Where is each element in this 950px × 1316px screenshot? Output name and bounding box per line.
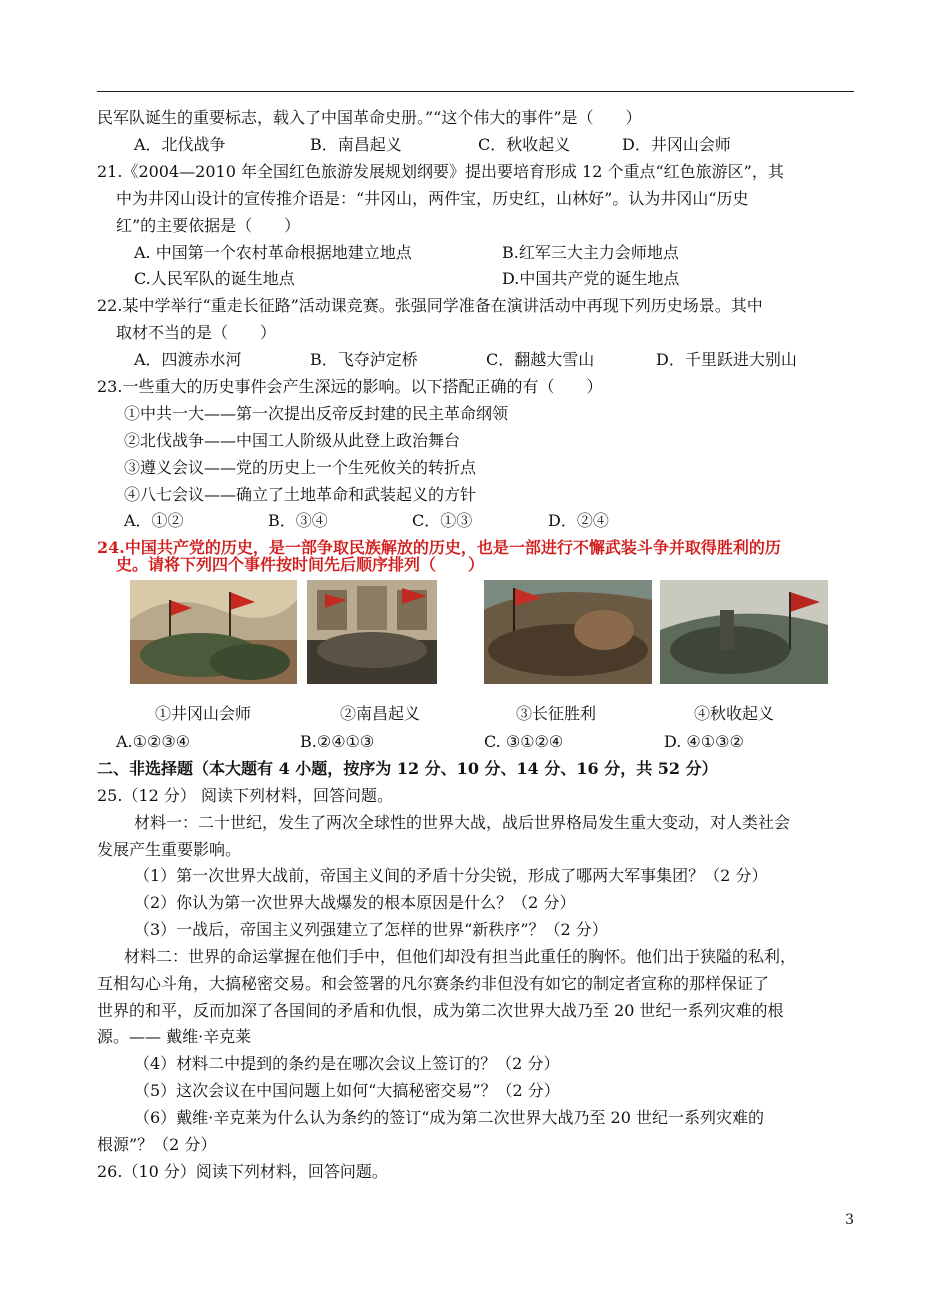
caption-3: ③长征胜利 bbox=[516, 704, 597, 723]
q22-option-a: A．四渡赤水河 bbox=[134, 350, 242, 369]
q21-stem-line1: 21.《2004—2010 年全国红色旅游发展规划纲要》提出要培育形成 12 个重点“红色旅游区”，其 bbox=[97, 162, 784, 181]
material-2-line1: 材料二：世界的命运掌握在他们手中，但他们却没有担当此重任的胸怀。他们出于狭隘的私利， bbox=[124, 947, 797, 966]
q23-stem: 23.一些重大的历史事件会产生深远的影响。以下搭配正确的有（ ） bbox=[97, 377, 603, 396]
q23-item-1: ①中共一大——第一次提出反帝反封建的民主革命纲领 bbox=[124, 404, 509, 423]
q20-option-a: A．北伐战争 bbox=[134, 135, 226, 154]
q20-option-d: D．井冈山会师 bbox=[622, 135, 731, 154]
painting-nanchang-uprising bbox=[307, 580, 437, 684]
q23-item-4: ④八七会议——确立了土地革命和武装起义的方针 bbox=[124, 485, 477, 504]
q23-option-a: A．①② bbox=[124, 511, 184, 530]
q25-sub-1: （1）第一次世界大战前，帝国主义间的矛盾十分尖锐，形成了哪两大军事集团？（2 分） bbox=[134, 866, 768, 885]
painting-autumn-harvest-uprising bbox=[660, 580, 828, 684]
q22-option-b: B．飞夺泸定桥 bbox=[310, 350, 418, 369]
q25-sub-6-line2: 根源”？（2 分） bbox=[97, 1135, 217, 1154]
caption-1: ①井冈山会师 bbox=[155, 704, 252, 723]
q24-option-a: A.①②③④ bbox=[116, 732, 191, 751]
q21-option-d: D.中国共产党的诞生地点 bbox=[502, 269, 680, 288]
q23-option-c: C．①③ bbox=[412, 511, 473, 530]
q24-option-b: B.②④①③ bbox=[300, 732, 375, 751]
q22-stem-line2: 取材不当的是（ ） bbox=[116, 323, 277, 342]
q23-item-3: ③遵义会议——党的历史上一个生死攸关的转折点 bbox=[124, 458, 477, 477]
q26-heading: 26.（10 分）阅读下列材料，回答问题。 bbox=[97, 1162, 388, 1181]
q23-item-2: ②北伐战争——中国工人阶级从此登上政治舞台 bbox=[124, 431, 461, 450]
q25-sub-6-line1: （6）戴维·辛克莱为什么认为条约的签订“成为第二次世界大战乃至 20 世纪一系列灾难的 bbox=[134, 1108, 764, 1127]
caption-4: ④秋收起义 bbox=[694, 704, 775, 723]
page-number: 3 bbox=[845, 1212, 854, 1228]
q21-stem-line2: 中为井冈山设计的宣传推介语是：“井冈山，两件宝，历史红，山林好”。认为井冈山“历史 bbox=[116, 189, 749, 208]
q20-stem-tail: 民军队诞生的重要标志，载入了中国革命史册。”“这个伟大的事件”是（ ） bbox=[97, 108, 642, 127]
material-2-line3: 世界的和平，反而加深了各国间的矛盾和仇恨，成为第二次世界大战乃至 20 世纪一系列灾难的根 bbox=[97, 1001, 784, 1020]
q22-option-c: C．翻越大雪山 bbox=[486, 350, 595, 369]
q25-sub-2: （2）你认为第一次世界大战爆发的根本原因是什么？（2 分） bbox=[134, 893, 576, 912]
q25-sub-3: （3）一战后，帝国主义列强建立了怎样的世界“新秩序”？（2 分） bbox=[134, 920, 608, 939]
q21-option-b: B.红军三大主力会师地点 bbox=[502, 243, 679, 262]
material-2-line2: 互相勾心斗角，大搞秘密交易。和会签署的凡尔赛条约非但没有如它的制定者宣称的那样保证了 bbox=[97, 974, 770, 993]
material-1-line1: 材料一：二十世纪，发生了两次全球性的世界大战，战后世界格局发生重大变动，对人类社会 bbox=[134, 813, 791, 832]
q22-option-d: D．千里跃进大别山 bbox=[656, 350, 797, 369]
q23-option-d: D．②④ bbox=[548, 511, 609, 530]
painting-long-march-victory bbox=[484, 580, 652, 684]
section-2-heading: 二、非选择题（本大题有 4 小题，按序为 12 分、10 分、14 分、16 分，共 52 分） bbox=[97, 759, 718, 778]
q24-stem-line1: 24.中国共产党的历史，是一部争取民族解放的历史，也是一部进行不懈武装斗争并取得胜利的历 bbox=[97, 538, 781, 557]
q21-stem-line3: 红”的主要依据是（ ） bbox=[116, 216, 301, 235]
q24-option-d: D. ④①③② bbox=[664, 732, 744, 751]
material-2-line4: 源。—— 戴维·辛克莱 bbox=[97, 1027, 252, 1046]
q25-sub-4: （4）材料二中提到的条约是在哪次会议上签订的？（2 分） bbox=[134, 1054, 560, 1073]
q21-option-c: C.人民军队的诞生地点 bbox=[134, 269, 295, 288]
material-1-line2: 发展产生重要影响。 bbox=[97, 840, 242, 859]
q25-sub-5: （5）这次会议在中国问题上如何“大搞秘密交易”？（2 分） bbox=[134, 1081, 560, 1100]
q21-option-a: A. 中国第一个农村革命根据地建立地点 bbox=[134, 243, 412, 262]
q24-stem-line2: 史。请将下列四个事件按时间先后顺序排列（ ） bbox=[116, 555, 485, 574]
painting-jinggangshan-meeting bbox=[130, 580, 297, 684]
q23-option-b: B．③④ bbox=[268, 511, 328, 530]
q24-option-c: C. ③①②④ bbox=[484, 732, 564, 751]
caption-2: ②南昌起义 bbox=[340, 704, 421, 723]
header-rule bbox=[97, 91, 854, 92]
q20-option-c: C．秋收起义 bbox=[478, 135, 571, 154]
q22-stem-line1: 22.某中学举行“重走长征路”活动课竞赛。张强同学准备在演讲活动中再现下列历史场景。其中 bbox=[97, 296, 763, 315]
q20-option-b: B．南昌起义 bbox=[310, 135, 402, 154]
q25-heading: 25.（12 分） 阅读下列材料，回答问题。 bbox=[97, 786, 393, 805]
